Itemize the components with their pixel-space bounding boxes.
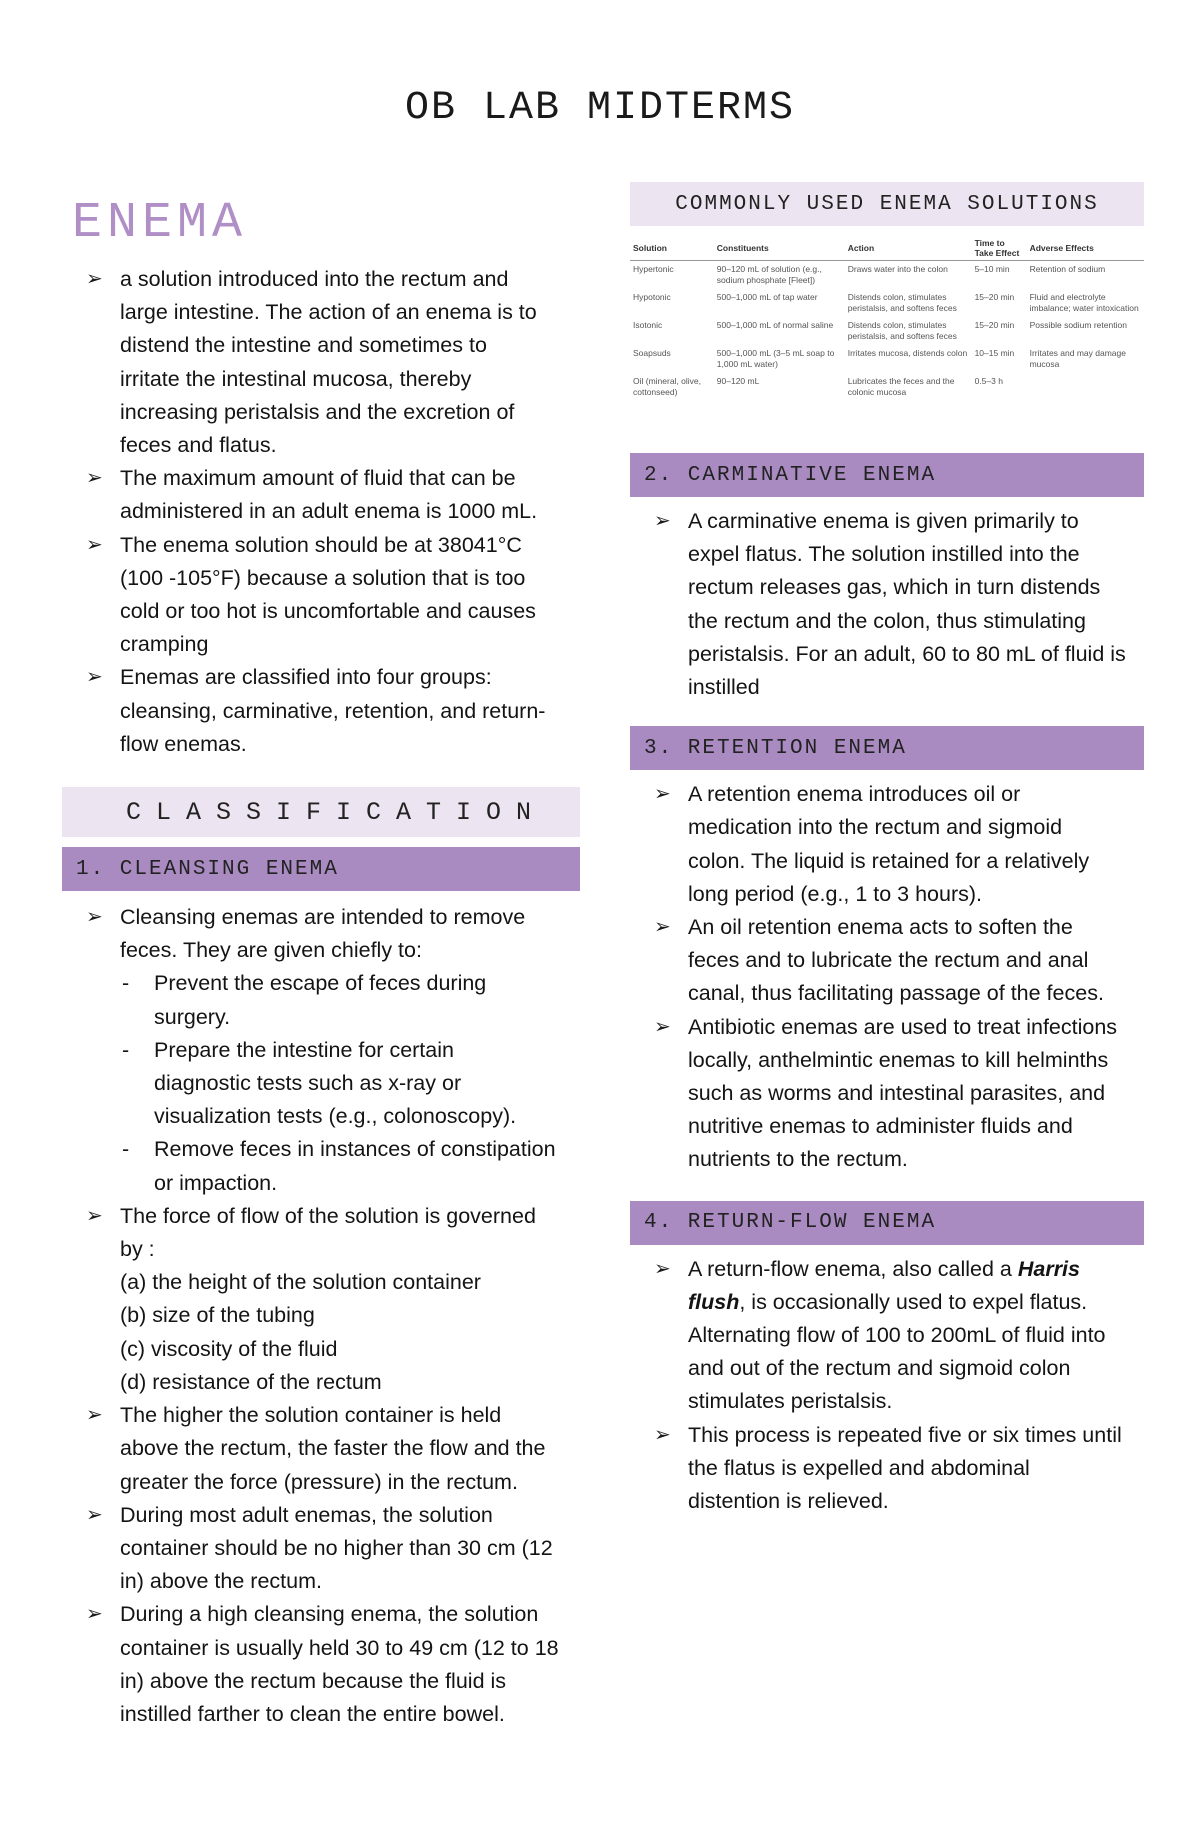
list-item [62,462,580,528]
text-line: stimulates peristalsis. [688,1389,893,1414]
retention-points [630,778,1144,1176]
text-line: colon. The liquid is retained for a relatively [688,848,1090,873]
text-line: above the rectum, the faster the flow and the [120,1436,546,1461]
table-cell: Possible sodium retention [1029,320,1127,330]
text-line: (100 -105°F) because a solution that is too [120,565,526,590]
left-column [62,195,580,1731]
arrow-bullet-icon: ➢ [654,783,671,806]
text-line: by : [120,1237,155,1262]
list-item [62,1598,580,1731]
text-line: diagnostic tests such as x-ray or [154,1071,462,1096]
text-line: During a high cleansing enema, the solution [120,1602,539,1627]
text-line: cold or too hot is uncomfortable and causes [120,599,536,624]
text-line: administered in an adult enema is 1000 mL. [120,499,538,524]
text-line: container is usually held 30 to 49 cm (12 to 18 [120,1635,559,1660]
retention-banner [630,726,1144,770]
arrow-bullet-icon: ➢ [86,1204,103,1227]
text-line: instilled farther to clean the entire bowel. [120,1701,505,1726]
dash-icon: - [122,971,130,996]
table-header-row [630,236,1144,261]
cleansing-points [62,901,580,1731]
list-item [630,911,1144,1011]
text-line: or impaction. [154,1170,278,1195]
text-line: large intestine. The action of an enema is to [120,300,537,325]
arrow-bullet-icon: ➢ [654,916,671,939]
text-line: flow enemas. [120,731,247,756]
text-line: Prepare the intestine for certain [154,1037,454,1062]
text-line: peristalsis. For an adult, 60 to 80 mL of fluid is [688,641,1126,666]
text-line: cleansing, carminative, retention, and return- [120,698,546,723]
table-cell: Oil (mineral, olive, cottonseed) [633,376,702,397]
column-header: Adverse Effects [1027,236,1144,261]
arrow-bullet-icon: ➢ [654,1423,671,1446]
table-cell: Irritates and may damage mucosa [1029,348,1126,369]
text-line: The higher the solution container is held [120,1403,502,1428]
text-line: A carminative enema is given primarily to [688,509,1079,533]
text-line: An oil retention enema acts to soften the [688,915,1073,940]
text-line: visualization tests (e.g., colonoscopy). [154,1104,517,1129]
text-line: in) above the rectum because the fluid is [120,1668,507,1693]
arrow-bullet-icon: ➢ [86,533,103,556]
classification-banner [62,787,580,837]
table-body [630,261,1144,402]
return-flow-text: , is occasionally used to expel flatus. [739,1289,1088,1314]
list-item [62,529,580,662]
list-item [630,778,1144,911]
text-line: long period (e.g., 1 to 3 hours). [688,881,983,906]
list-item [630,1253,1144,1419]
text-line: and out of the rectum and sigmoid colon [688,1356,1071,1381]
table-cell: 15–20 min [974,320,1015,330]
cleansing-banner [62,847,580,891]
text-line: surgery. [154,1004,231,1029]
table-cell: 0.5–3 h [974,376,1003,386]
cleansing-heading: 1. CLEANSING ENEMA [76,857,339,881]
text-line: medication into the rectum and sigmoid [688,815,1063,840]
table-cell: Hypertonic [633,264,674,274]
column-header: Constituents [714,236,845,261]
table-cell: Retention of sodium [1029,264,1106,274]
purpose-item [120,1034,580,1134]
list-item [62,1499,580,1599]
list-item [62,661,580,761]
arrow-bullet-icon: ➢ [86,268,103,290]
column-header: Solution [630,236,714,261]
table-cell: Soapsuds [633,348,671,358]
arrow-bullet-icon: ➢ [654,1257,671,1280]
table-cell: 500–1,000 mL (3–5 mL soap to 1,000 mL water) [716,348,835,369]
arrow-bullet-icon: ➢ [86,906,103,929]
text-line: instilled [688,675,760,700]
text-line: distend the intestine and sometimes to [120,333,487,358]
return-flow-heading: 4. RETURN-FLOW ENEMA [644,1211,937,1235]
text-line: feces. They are given chiefly to: [120,938,422,963]
text-line: nutrients to the rectum. [688,1147,908,1172]
text-line: feces and flatus. [120,433,277,458]
arrow-bullet-icon: ➢ [86,467,103,490]
purpose-item [120,1133,580,1199]
table-row [630,261,1144,290]
text-line: increasing peristalsis and the excretion of [120,399,515,424]
solutions-banner [630,182,1144,226]
arrow-bullet-icon: ➢ [86,1603,103,1626]
page-title: OB LAB MIDTERMS [404,86,796,131]
text-line: The force of flow of the solution is governed [120,1203,536,1228]
list-item [630,1011,1144,1177]
text-line: nutritive enemas to administer fluids and [688,1114,1073,1139]
table-cell: 90–120 mL of solution (e.g., sodium phosphate [Fleet]) [716,264,822,285]
return-flow-banner [630,1201,1144,1245]
text-line: (b) size of the tubing [120,1303,315,1328]
table-cell: Distends colon, stimulates peristalsis, and softens feces [847,320,957,341]
return-flow-text: A return-flow enema, also called a [688,1256,1018,1281]
table-cell: 500–1,000 mL of tap water [716,292,818,302]
arrow-bullet-icon: ➢ [654,510,671,532]
classification-heading: CLASSIFICATION [125,797,547,827]
retention-heading: 3. RETENTION ENEMA [644,736,907,760]
list-item [62,1200,580,1399]
text-line: The enema solution should be at 38041°C [120,532,522,557]
table-cell: Lubricates the feces and the colonic mucosa [847,376,955,397]
dash-icon: - [122,1137,130,1162]
table-cell: 500–1,000 mL of normal saline [716,320,834,330]
text-line: irritate the intestinal mucosa, thereby [120,366,472,391]
list-item [62,263,580,462]
table-cell: Irritates mucosa, distends colon [847,348,968,358]
purpose-item [120,967,580,1033]
table-cell: 10–15 min [974,348,1015,358]
arrow-bullet-icon: ➢ [86,1404,103,1427]
carminative-heading: 2. CARMINATIVE ENEMA [644,463,937,487]
text-line: Prevent the escape of feces during [154,971,487,996]
right-column [630,182,1144,1518]
text-line: Enemas are classified into four groups: [120,665,492,690]
text-line: (a) the height of the solution container [120,1270,481,1295]
text-line: distention is relieved. [688,1489,889,1514]
table-cell [1027,373,1144,401]
text-line: Remove feces in instances of constipation [154,1137,556,1162]
enema-points [62,263,580,761]
table-cell: Hypotonic [633,292,671,302]
column-header: Time to Take Effect [972,236,1027,261]
text-line: a solution introduced into the rectum and [120,267,509,291]
text-line: The maximum amount of fluid that can be [120,466,516,491]
list-item [62,1399,580,1499]
table-cell: Distends colon, stimulates peristalsis, and softens feces [847,292,957,313]
solutions-heading: COMMONLY USED ENEMA SOLUTIONS [675,192,1099,216]
carminative-banner [630,453,1144,497]
table-row [630,317,1144,345]
list-item [630,1419,1144,1519]
return-flow-points [630,1253,1144,1519]
table-cell: Fluid and electrolyte imbalance; water intoxication [1029,292,1139,313]
arrow-bullet-icon: ➢ [86,666,103,689]
text-line: (c) viscosity of the fluid [120,1336,338,1361]
text-line: During most adult enemas, the solution [120,1502,493,1527]
table-cell: 5–10 min [974,264,1010,274]
harris-term: Harris [1017,1256,1080,1281]
carminative-points [630,505,1144,704]
text-line: feces and to lubricate the rectum and anal [688,948,1089,973]
list-item [630,505,1144,704]
list-item [62,901,580,1200]
text-line: greater the force (pressure) in the rectum. [120,1469,518,1494]
dash-icon: - [122,1037,130,1062]
arrow-bullet-icon: ➢ [654,1015,671,1038]
text-line: (d) resistance of the rectum [120,1369,382,1394]
column-header: Action [845,236,972,261]
text-line: A retention enema introduces oil or [688,782,1021,807]
text-line: Cleansing enemas are intended to remove [120,905,526,930]
text-line: Alternating flow of 100 to 200mL of fluid into [688,1323,1106,1348]
flush-term: flush [688,1289,740,1314]
text-line: This process is repeated five or six times until [688,1422,1122,1447]
arrow-bullet-icon: ➢ [86,1503,103,1526]
table-cell: 15–20 min [974,292,1015,302]
text-line: the flatus is expelled and abdominal [688,1455,1030,1480]
text-line: canal, thus facilitating passage of the feces. [688,981,1104,1006]
table-cell: Draws water into the colon [847,264,948,274]
text-line: rectum releases gas, which in turn distends [688,575,1101,600]
table-cell: 90–120 mL [716,376,760,386]
text-line: the rectum and the colon, thus stimulating [688,608,1086,633]
purpose-list [120,967,580,1199]
table-row [630,345,1144,373]
table-row [630,373,1144,401]
text-line: locally, anthelmintic enemas to kill helminths [688,1047,1109,1072]
enema-heading: ENEMA [72,195,248,252]
text-line: expel flatus. The solution instilled into the [688,542,1080,567]
text-line: container should be no higher than 30 cm (12 [120,1535,553,1560]
table-row [630,289,1144,317]
text-line: in) above the rectum. [120,1569,322,1594]
text-line: cramping [120,632,209,657]
table-cell: Isotonic [633,320,663,330]
text-line: such as worms and intestinal parasites, and [688,1081,1106,1106]
solutions-table [630,236,1144,401]
text-line: Antibiotic enemas are used to treat infections [688,1014,1118,1039]
